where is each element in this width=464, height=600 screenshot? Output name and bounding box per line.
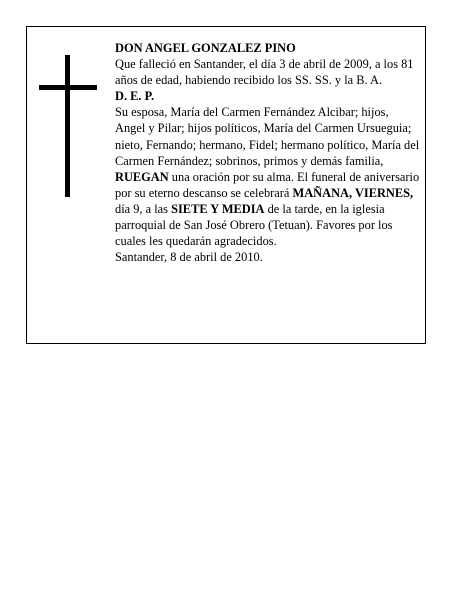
signoff: Santander, 8 de abril de 2010.: [115, 250, 263, 265]
obituary-notice: [26, 26, 426, 344]
ruegan-text: una oración por su alma. El funeral de aniversario por su eterno descanso se celebrará: [115, 169, 420, 200]
day-text: día 9, a las: [115, 201, 172, 216]
rest-in-peace: D. E. P.: [115, 89, 155, 104]
notice-text: [115, 40, 421, 265]
cross-vertical-bar: [65, 55, 70, 197]
cross-horizontal-bar: [39, 85, 97, 90]
death-announcement: Que falleció en Santander, el día 3 de abril de 2009, a los 81 años de edad, habiendo recibido los SS. SS. y la B. A.: [115, 57, 414, 88]
family-list: Su esposa, María del Carmen Fernández Alcibar; hijos, Angel y Pilar; hijos políticos, María del Carmen Ursueguia; nieto, Fernando; hermano, Fidel; hermano político, María del Carmen Fernández; sobrinos, primos y demás familia,: [115, 105, 420, 168]
time-label: SIETE Y MEDIA: [171, 201, 265, 216]
cross-icon: [39, 55, 97, 197]
funeral-invitation: [115, 169, 421, 249]
day-label: MAÑANA, VIERNES,: [292, 185, 414, 200]
deceased-name: DON ANGEL GONZALEZ PINO: [115, 41, 296, 55]
closing-text: de la tarde, en la iglesia parroquial de San José Obrero (Tetuan). Favores por los cuales les quedarán agradecidos.: [115, 201, 393, 249]
ruegan-label: RUEGAN: [115, 169, 169, 184]
